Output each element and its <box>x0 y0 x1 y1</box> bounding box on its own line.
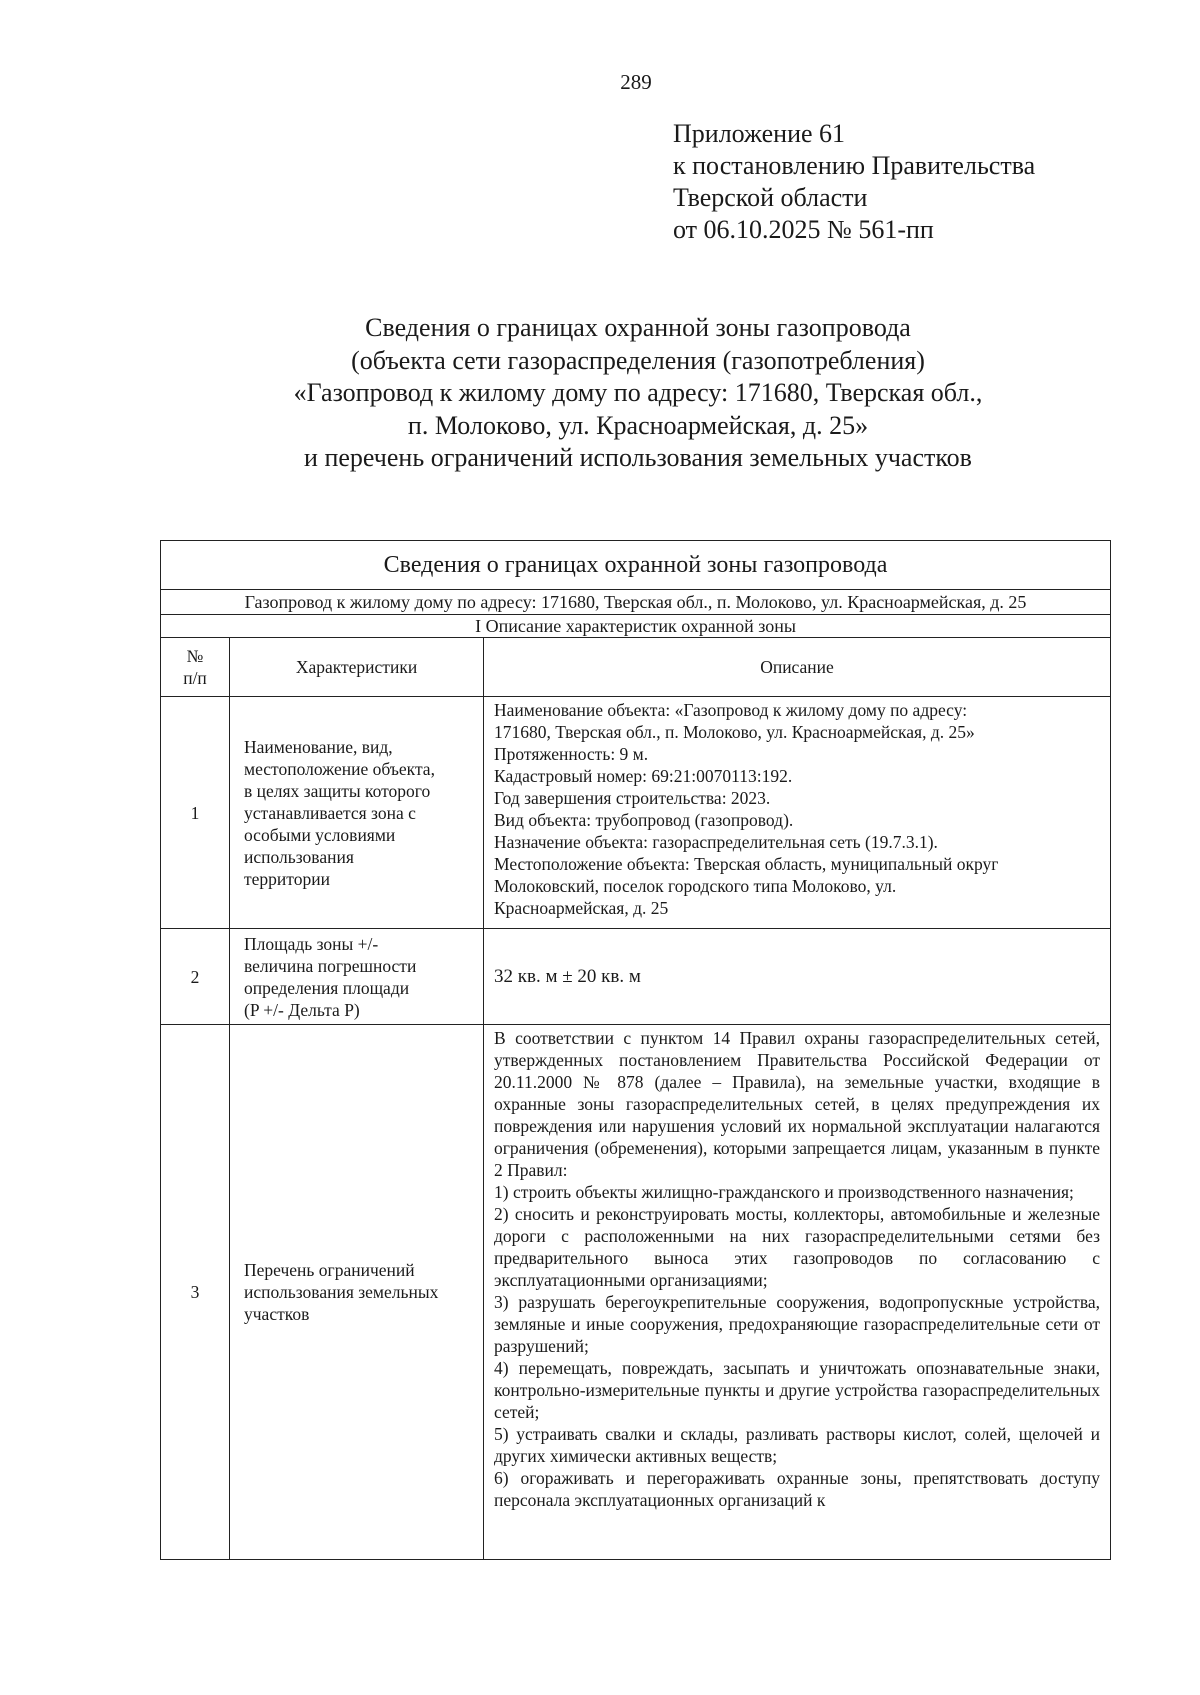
title-line: п. Молоково, ул. Красноармейская, д. 25» <box>407 410 869 440</box>
row-description: 32 кв. м ± 20 кв. м <box>484 929 1111 1025</box>
table-row <box>161 1025 1111 1560</box>
description-paragraph: 2) сносить и реконструировать мосты, коллекторы, автомобильные и железные дороги с расположенными на них газораспределительными сетями без предварительного выноса этих газопроводов по согласованию с эксплуатационными организациями; <box>494 1204 1101 1290</box>
description-line: Протяженность: 9 м. <box>494 744 649 764</box>
characteristic-line: устанавливается зона с <box>244 802 416 823</box>
characteristic-line: величина погрешности <box>244 955 417 976</box>
description-paragraph: 5) устраивать свалки и склады, разливать растворы кислот, солей, щелочей и других химически активных веществ; <box>494 1424 1101 1466</box>
description-line: Местоположение объекта: Тверская область, муниципальный округ <box>494 854 999 874</box>
row-description <box>484 697 1111 929</box>
column-header-characteristics: Характеристики <box>230 638 484 697</box>
title-line: «Газопровод к жилому дому по адресу: 171680, Тверская обл., <box>293 378 983 407</box>
column-header-number-line: п/п <box>183 668 207 688</box>
row-number: 3 <box>161 1025 230 1560</box>
characteristic-line: особыми условиями <box>244 824 396 845</box>
appendix-line: Тверской области <box>673 183 868 212</box>
description-line: 171680, Тверская обл., п. Молоково, ул. Красноармейская, д. 25» <box>494 722 975 742</box>
characteristic-line: территории <box>244 868 330 889</box>
document-title <box>160 312 1116 475</box>
description-line: Наименование объекта: «Газопровод к жилому дому по адресу: <box>494 700 968 720</box>
zone-table <box>160 540 1111 1560</box>
description-paragraph: 6) огораживать и перегораживать охранные зоны, препятствовать доступу персонала эксплуатационных организаций к <box>494 1468 1101 1510</box>
row-description <box>484 1025 1111 1560</box>
table-subheading: Газопровод к жилому дому по адресу: 171680, Тверская обл., п. Молоково, ул. Красноармейская, д. 25 <box>161 590 1111 615</box>
characteristic-line: использования земельных <box>244 1282 439 1302</box>
row-number: 1 <box>161 697 230 929</box>
appendix-block <box>673 118 1035 246</box>
table-heading: Сведения о границах охранной зоны газопровода <box>161 541 1111 590</box>
table-section-title: I Описание характеристик охранной зоны <box>161 615 1111 638</box>
description-paragraph: 3) разрушать берегоукрепительные сооружения, водопропускные устройства, земляные и иные сооружения, предохраняющие газораспределительные сети от разрушений; <box>494 1292 1101 1356</box>
description-paragraph: 1) строить объекты жилищно-гражданского и производственного назначения; <box>494 1182 1074 1202</box>
column-header-number <box>161 638 230 697</box>
description-line: Вид объекта: трубопровод (газопровод). <box>494 810 794 830</box>
table-row <box>161 929 1111 1025</box>
characteristic-line: определения площади <box>244 977 410 998</box>
characteristic-line: Наименование, вид, <box>244 736 393 757</box>
characteristic-line: участков <box>244 1304 310 1324</box>
description-line: Год завершения строительства: 2023. <box>494 788 771 808</box>
description-paragraph: В соответствии с пунктом 14 Правил охраны газораспределительных сетей, утвержденных постановлением Правительства Российской Федерации от 20.11.2000 № 878 (далее – Правила), на земельные участки, входящие в охранные зоны газораспределительных сетей, в целях предупреждения их повреждения или нарушения условий их нормальной эксплуатации налагаются ограничения (обременения), которыми запрещается лицам, указанным в пункте 2 Правил: <box>494 1028 1101 1180</box>
column-header-description: Описание <box>484 638 1111 697</box>
appendix-line: Приложение 61 <box>673 119 846 148</box>
description-line: Молоковский, поселок городского типа Молоково, ул. <box>494 876 897 896</box>
title-line: (объекта сети газораспределения (газопотребления) <box>351 345 925 375</box>
characteristic-line: использования <box>244 846 354 867</box>
description-paragraph: 4) перемещать, повреждать, засыпать и уничтожать опознавательные знаки, контрольно-измерительные пункты и другие устройства газораспределительных сетей; <box>494 1358 1101 1422</box>
appendix-line: к постановлению Правительства <box>673 151 1036 180</box>
characteristic-line: Площадь зоны +/- <box>244 933 379 954</box>
title-line: Сведения о границах охранной зоны газопровода <box>365 313 911 342</box>
row-characteristic <box>230 697 484 929</box>
row-number: 2 <box>161 929 230 1025</box>
description-line: Кадастровый номер: 69:21:0070113:192. <box>494 766 793 786</box>
characteristic-line: Перечень ограничений <box>244 1260 415 1280</box>
characteristic-line: (P +/- Дельта P) <box>244 999 360 1020</box>
title-line: и перечень ограничений использования земельных участков <box>304 443 972 472</box>
characteristic-line: в целях защиты которого <box>244 780 431 801</box>
characteristic-line: местоположение объекта, <box>244 758 435 779</box>
table-row <box>161 697 1111 929</box>
row-characteristic <box>230 1025 484 1560</box>
column-header-number-line: № <box>186 646 204 666</box>
description-line: Красноармейская, д. 25 <box>494 898 669 918</box>
page-number: 289 <box>620 70 652 94</box>
appendix-line: от 06.10.2025 № 561-пп <box>673 215 934 244</box>
row-characteristic <box>230 929 484 1025</box>
description-line: Назначение объекта: газораспределительная сеть (19.7.3.1). <box>494 832 938 852</box>
